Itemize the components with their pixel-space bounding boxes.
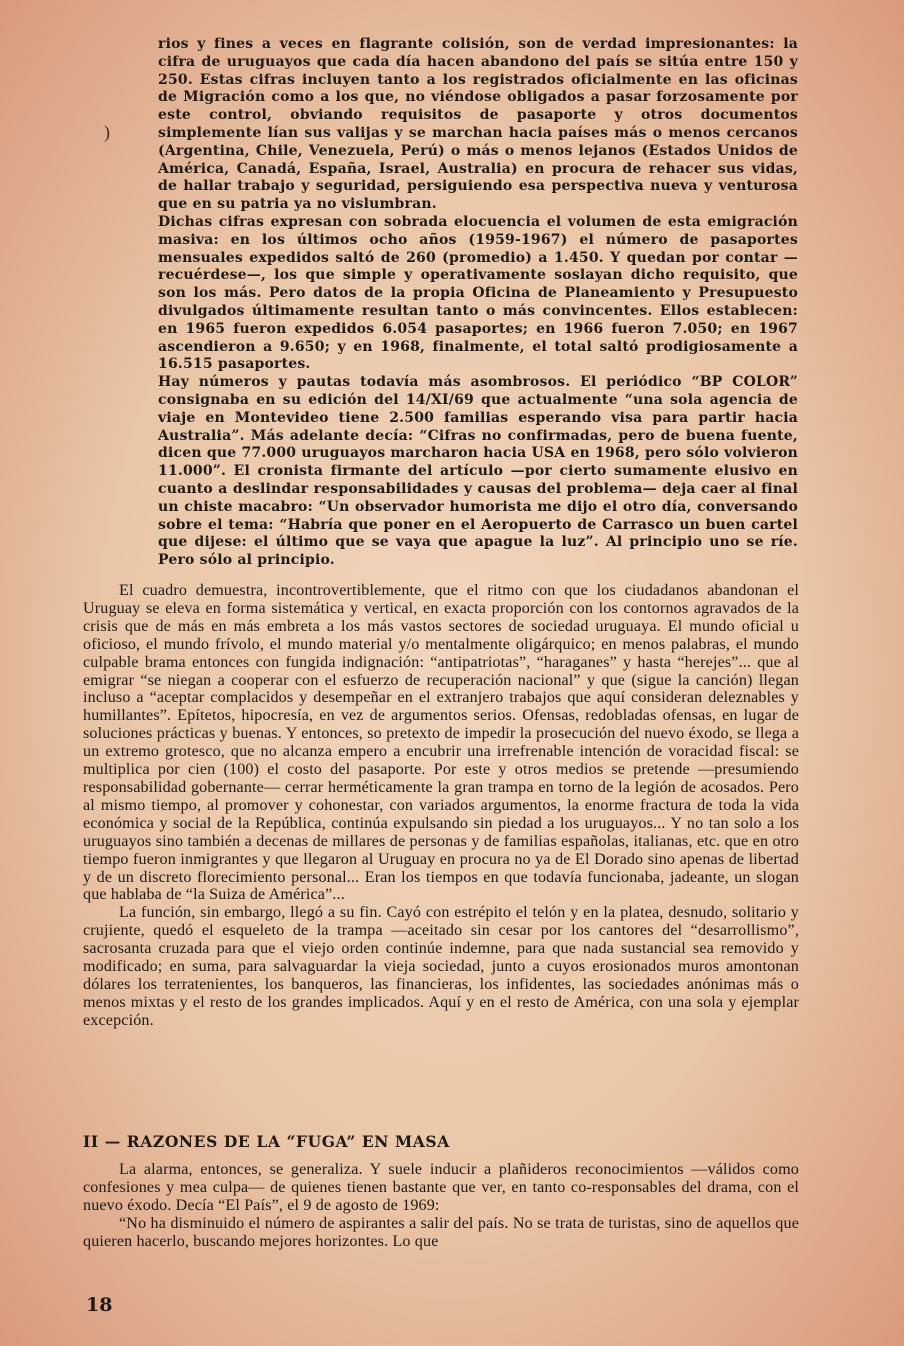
page-number: 18 (86, 1294, 113, 1316)
quoted-paragraph: rios y fines a veces en flagrante colisión, son de verdad impresionantes: la cifra de uruguayos que cada día hacen abandono del país se sitúa entre 150 y 250. Estas cifras incluyen tanto a los registrados oficialmente en las oficinas de Migración como a los que, no viéndose obligados a pasar forzosamente por este control, obviando requisitos de pasaporte y otros documentos simplemente lían sus valijas y se marchan hacia países más o menos cercanos (Argentina, Chile, Venezuela, Perú) o más o menos lejanos (Estados Unidos de América, Canadá, España, Israel, Australia) en procura de rehacer sus vidas, de hallar trabajo y seguridad, persiguiendo esa perspectiva nueva y venturosa que en su patria ya no vislumbran. (158, 36, 798, 213)
quoted-block (158, 36, 798, 570)
section-text (83, 1161, 799, 1251)
body-paragraph: La alarma, entonces, se generaliza. Y suele inducir a plañideros reconocimientos —válidos como confesiones y mea culpa— de quienes tienen bastante que ver, en tanto co-responsables del drama, con el nuevo éxodo. Decía “El País”, el 9 de agosto de 1969: (83, 1161, 799, 1214)
quoted-paragraph: Dichas cifras expresan con sobrada elocuencia el volumen de esta emigración masiva: en los últimos ocho años (1959-1967) el número de pasaportes mensuales expedidos saltó de 260 (promedio) a 1.450. Y quedan por contar —recuérdese—, los que simple y operativamente soslayan dicho requisito, que son los más. Pero datos de la propia Oficina de Planeamiento y Presupuesto divulgados últimamente resultan tanto o más convincentes. Ellos establecen: en 1965 fueron expedidos 6.054 pasaportes; en 1966 fueron 7.050; en 1967 ascendieron a 9.650; y en 1968, finalmente, el total saltó prodigiosamente a 16.515 pasaportes. (158, 213, 798, 373)
body-paragraph: La función, sin embargo, llegó a su fin. Cayó con estrépito el telón y en la platea, desnudo, solitario y crujiente, quedó el esqueleto de la trampa —aceitado sin cesar por los cantores del “desarrollismo”, sacrosanta cruzada para que el viejo orden continúe indemne, para que nada sustancial sea removido y modificado; en suma, para salvaguardar la vieja sociedad, junto a cuyos erosionados muros amontonan dólares los terratenientes, los banqueros, las financieras, los infidentes, las sociedades anónimas más o menos mixtas y el resto de los grandes implicados. Aquí y en el resto de América, con una sola y ejemplar excepción. (83, 904, 799, 1029)
quoted-paragraph: Hay números y pautas todavía más asombrosos. El periódico “BP COLOR” consignaba en su edición del 14/XI/69 que actualmente “una sola agencia de viaje en Montevideo tiene 2.500 familias esperando visa para partir hacia Australia”. Más adelante decía: “Cifras no confirmadas, pero de buena fuente, dicen que 77.000 uruguayos marcharon hacia USA en 1968, pero sólo volvieron 11.000”. El cronista firmante del artículo —por cierto sumamente elusivo en cuanto a deslindar responsabilidades y causas del problema— deja caer al final un chiste macabro: “Un observador humorista me dijo el otro día, conversando sobre el tema: “Habría que poner en el Aeropuerto de Carrasco un buen cartel que dijese: el último que se vaya que apague la luz”. Al principio uno se ríe. Pero sólo al principio. (158, 374, 798, 569)
body-paragraph: El cuadro demuestra, incontrovertiblemente, que el ritmo con que los ciudadanos abandonan el Uruguay se eleva en forma sistemática y vertical, en exacta proporción con los contornos agravados de la crisis que de más en más embreta a los más vastos sectores de sociedad uruguaya. El mundo oficial u oficioso, el mundo frívolo, el mundo material y/o mentalmente oligárquico; en menos palabras, el mundo culpable brama entonces con fungida indignación: “antipatriotas”, “haraganes” y hasta “herejes”... que al emigrar “se niegan a cooperar con el esfuerzo de recuperación nacional” y que (sigue la canción) llegan incluso a “aceptar complacidos y desempeñar en el extranjero trabajos que aquí consideran deleznables y humillantes”. Epítetos, hipocresía, en vez de argumentos serios. Ofensas, redobladas ofensas, en lugar de soluciones prácticas y buenas. Y entonces, so pretexto de impedir la prosecución del nuevo éxodo, se llega a un extremo grotesco, que no alcanza empero a encubrir una irrefrenable intención de voracidad fiscal: se multiplica por cien (100) el costo del pasaporte. Por este y otros medios se pretende —presumiendo responsabilidad gobernante— cerrar herméticamente la gran trampa en torno de la legión de acosados. Pero al mismo tiempo, al promover y cohonestar, con variados argumentos, la enorme fractura de toda la vida económica y social de la República, continúa expulsando sin piedad a los uruguayos... Y no tan solo a los uruguayos sino también a decenas de millares de personas y de familias españolas, italianas, etc. que en otro tiempo fueron inmigrantes y que llegaron al Uruguay en procura no ya de El Dorado sino apenas de libertad y de un discreto florecimiento personal... Eran los tiempos en que todavía funcionaba, jadeante, un slogan que hablaba de “la Suiza de América”... (83, 582, 799, 904)
body-paragraph: “No ha disminuido el número de aspirantes a salir del país. No se trata de turistas, sino de aquellos que quieren hacerlo, buscando mejores horizontes. Lo que (83, 1214, 799, 1250)
main-text (83, 582, 799, 1030)
section-heading: II — RAZONES DE LA “FUGA” EN MASA (83, 1132, 450, 1151)
margin-mark: ) (104, 122, 110, 142)
